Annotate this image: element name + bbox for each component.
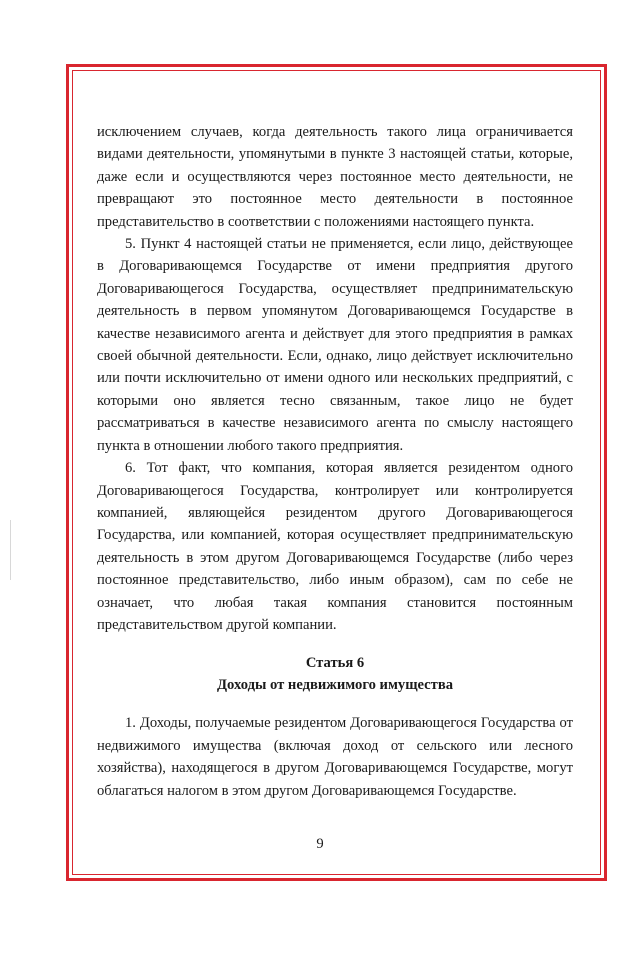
- article-title: Доходы от недвижимого имущества: [217, 677, 453, 694]
- article-6-paragraph-1: 1. Доходы, получаемые резидентом Договаривающегося Государства от недвижимого имущества (включая доход от сельского или лесного хозяйства), находящегося в другом Договаривающемся Государстве, могут облагаться налогом в этом другом Договаривающемся Государстве.: [97, 715, 573, 799]
- paragraph-6: 6. Тот факт, что компания, которая является резидентом одного Договаривающегося Государства, контролирует или контролируется компанией, являющейся резидентом другого Договаривающегося Государства, или компанией, которая осуществляет предпринимательскую деятельность в этом другом Договаривающемся Государстве (либо через постоянное представительство, либо иным образом), сам по себе не означает, что любая такая компания становится постоянным представительством другой компании.: [97, 460, 573, 633]
- paragraph-5: 5. Пункт 4 настоящей статьи не применяется, если лицо, действующее в Договаривающемся Государстве от имени предприятия другого Договаривающегося Государства, осуществляет предпринимательскую деятельность в первом упомянутом Договаривающемся Государстве в качестве независимого агента и действует для этого предприятия в рамках своей обычной деятельности. Если, однако, лицо действует исключительно или почти исключительно от имени одного или нескольких предприятий, с которыми оно является тесно связанным, такое лицо не будет рассматриваться в качестве независимого агента по смыслу настоящего пункта в отношении любого такого предприятия.: [97, 236, 573, 454]
- page-number: 9: [316, 836, 324, 852]
- article-number: Статья 6: [305, 655, 365, 672]
- scan-artifact: [10, 520, 11, 580]
- document-body: [97, 121, 573, 802]
- paragraph-continuation: исключением случаев, когда деятельность такого лица ограничивается видами деятельности, упомянутыми в пункте 3 настоящей статьи, которые, даже если и осуществляются через постоянное место деятельности, не превращают это постоянное место деятельности в постоянное представительство в соответствии с положениями настоящего пункта.: [97, 124, 573, 230]
